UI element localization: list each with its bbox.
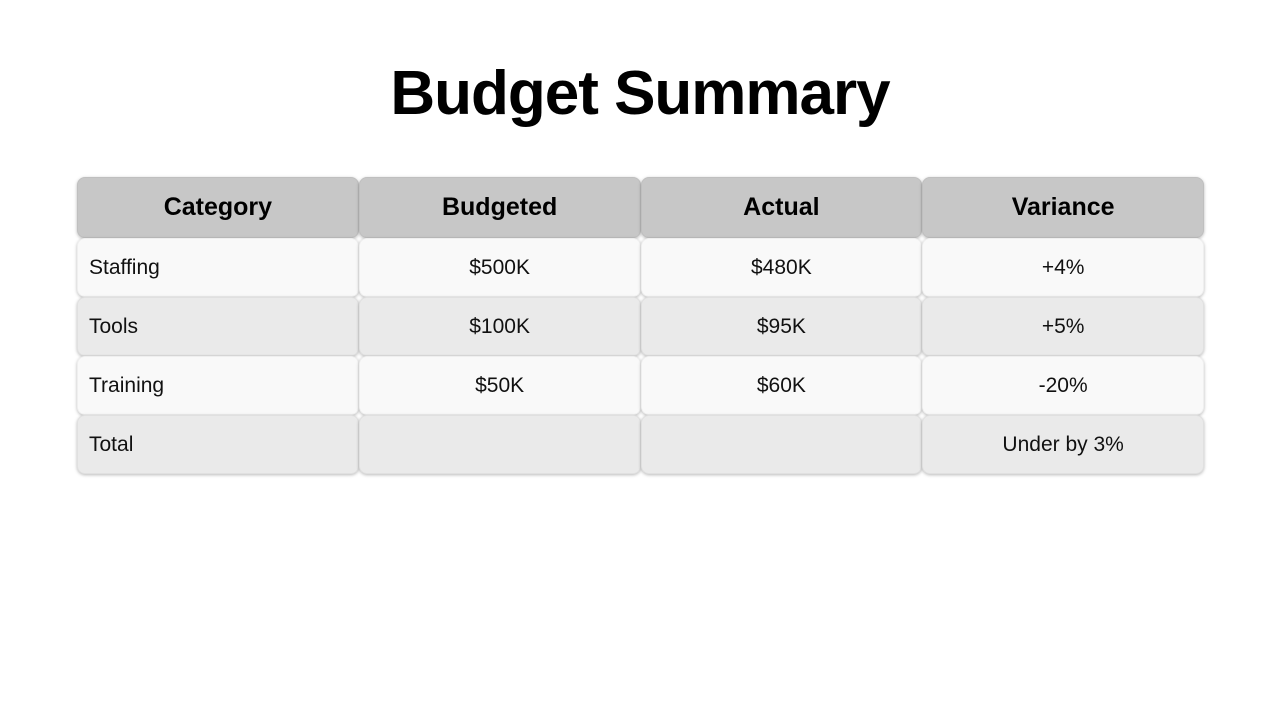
header-category: Category — [77, 177, 359, 238]
cell-budgeted — [359, 415, 641, 474]
cell-actual — [641, 415, 923, 474]
header-variance: Variance — [922, 177, 1204, 238]
header-actual: Actual — [641, 177, 923, 238]
cell-category: Total — [77, 415, 359, 474]
cell-variance: Under by 3% — [922, 415, 1204, 474]
table-row — [77, 297, 1204, 356]
cell-budgeted: $50K — [359, 356, 641, 415]
table-row-total — [77, 415, 1204, 474]
cell-variance: +5% — [922, 297, 1204, 356]
cell-variance: +4% — [922, 238, 1204, 297]
budget-table — [77, 177, 1204, 474]
table-header-row — [77, 177, 1204, 238]
cell-variance: -20% — [922, 356, 1204, 415]
table-row — [77, 356, 1204, 415]
cell-actual: $60K — [641, 356, 923, 415]
cell-category: Tools — [77, 297, 359, 356]
cell-category: Training — [77, 356, 359, 415]
cell-budgeted: $500K — [359, 238, 641, 297]
cell-budgeted: $100K — [359, 297, 641, 356]
header-budgeted: Budgeted — [359, 177, 641, 238]
cell-actual: $95K — [641, 297, 923, 356]
cell-category: Staffing — [77, 238, 359, 297]
table-row — [77, 238, 1204, 297]
cell-actual: $480K — [641, 238, 923, 297]
slide-title: Budget Summary — [390, 59, 890, 128]
